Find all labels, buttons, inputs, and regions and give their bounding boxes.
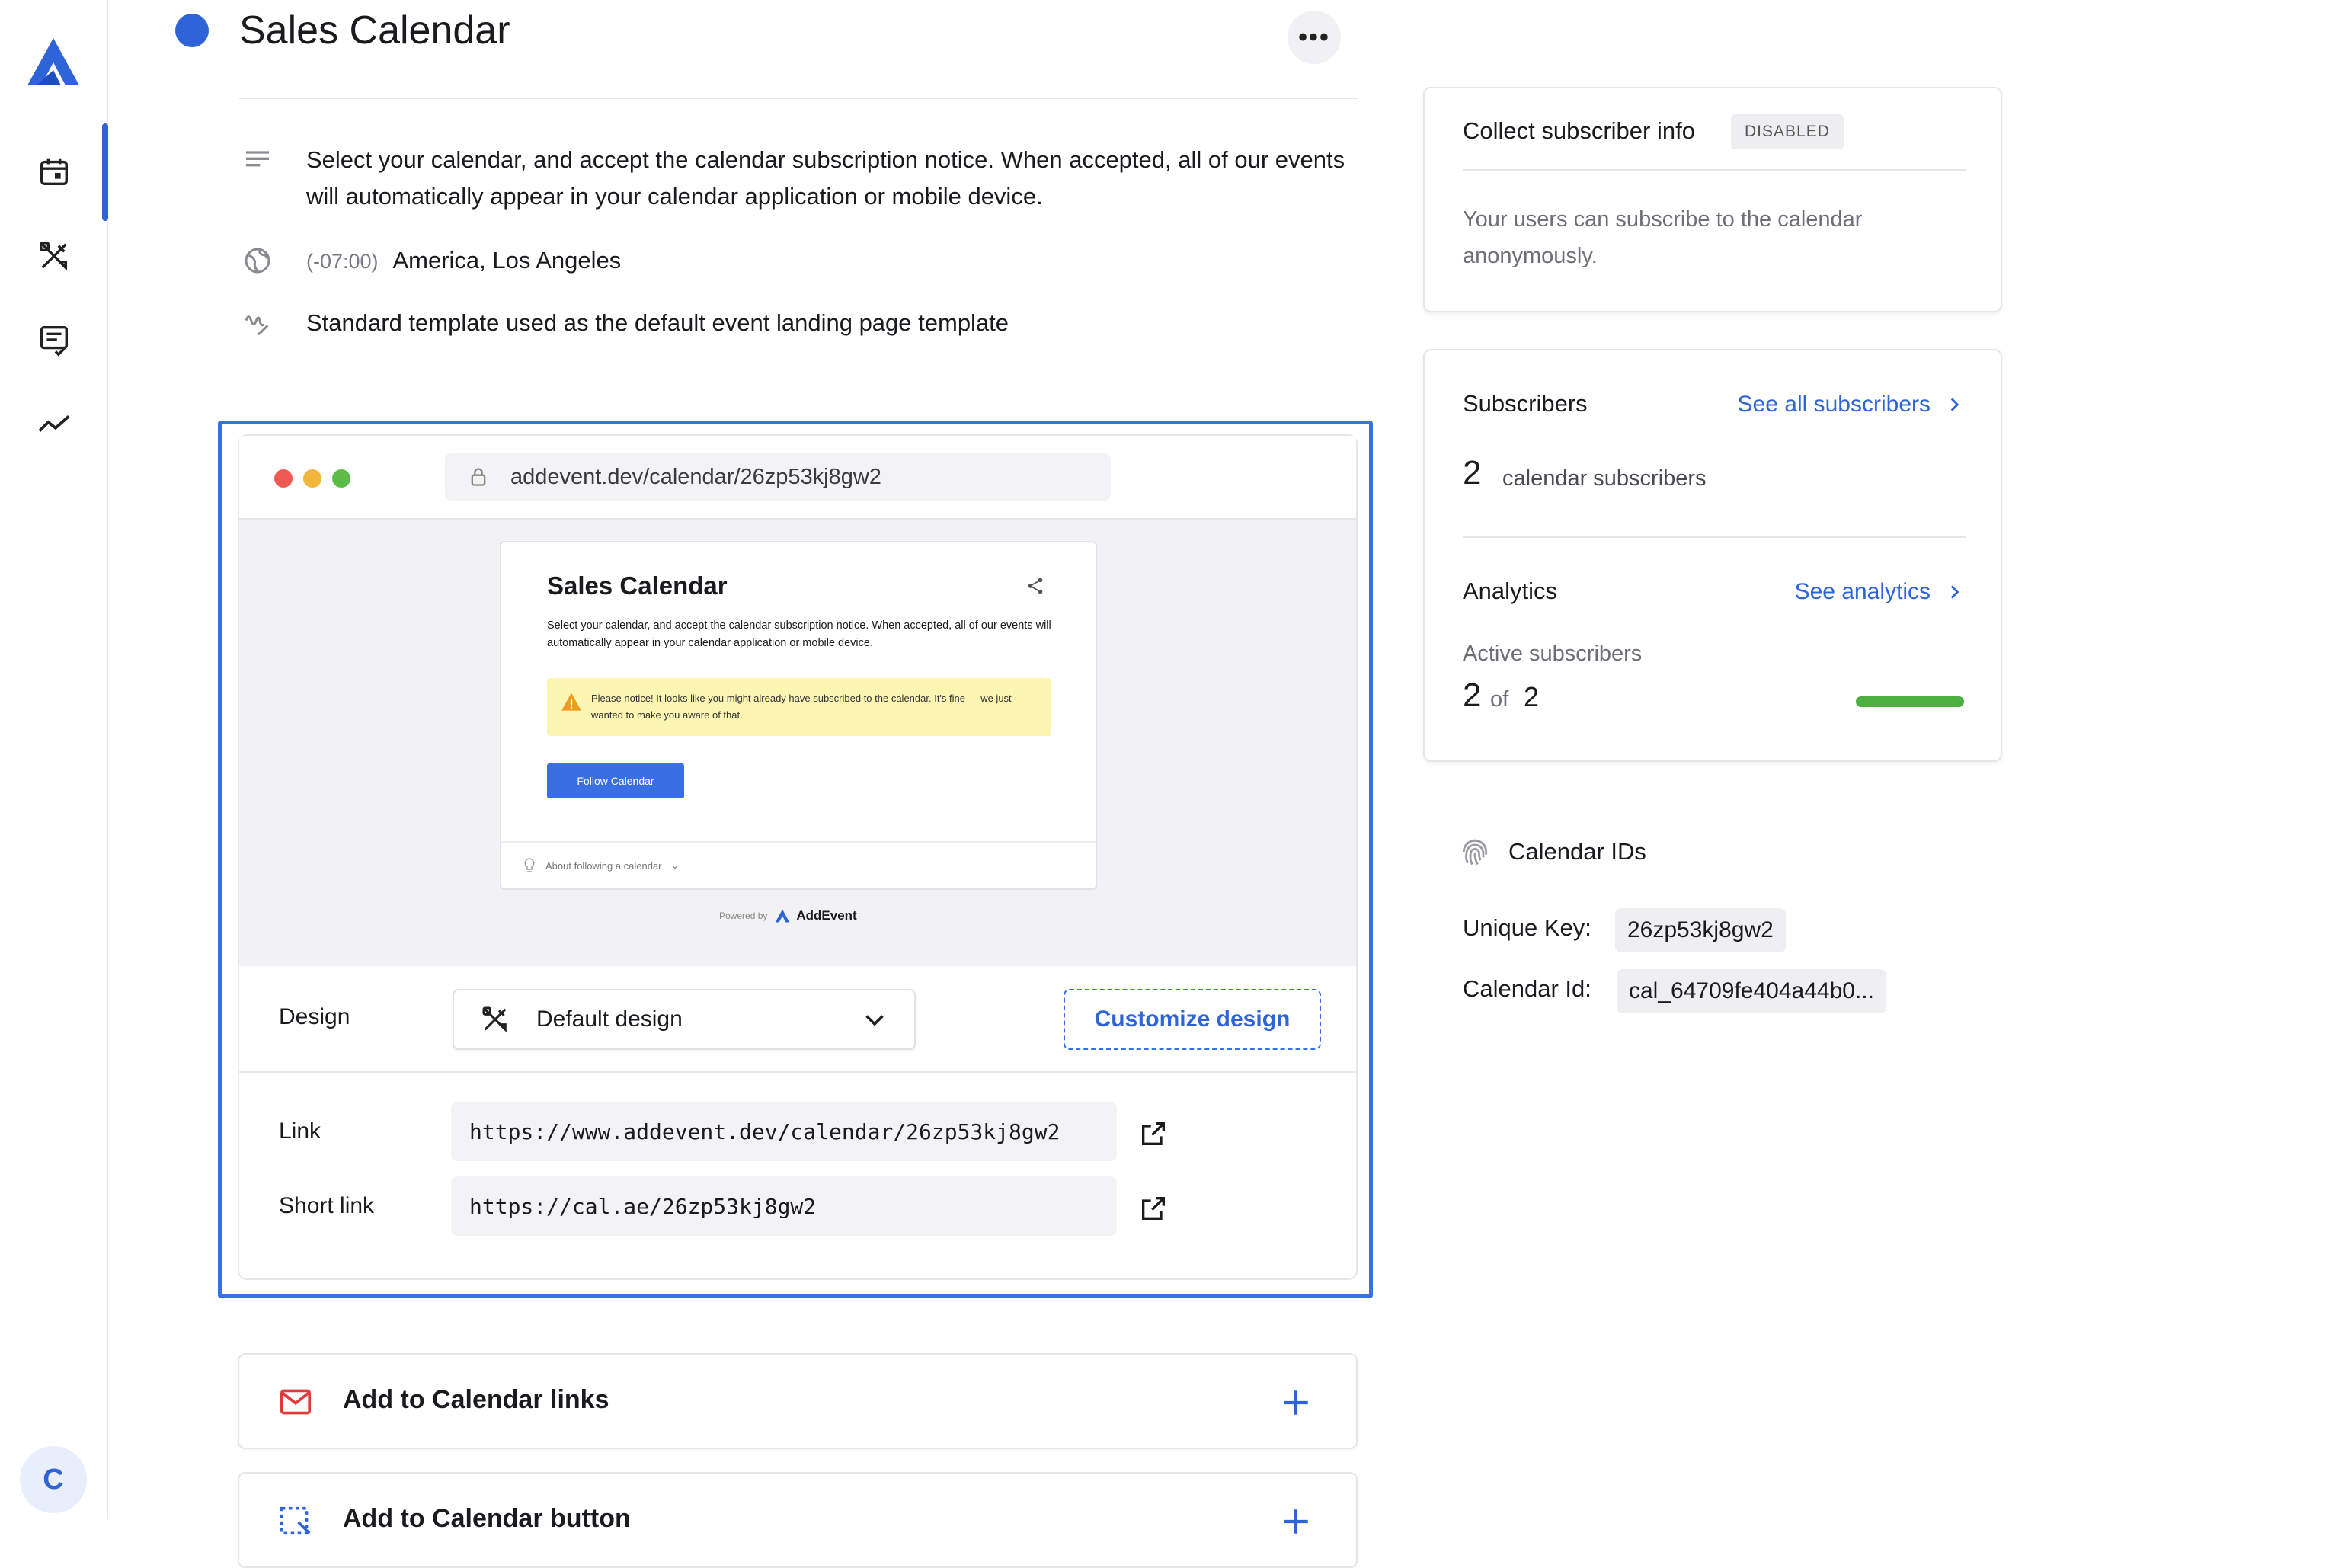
- design-label: Design: [279, 1004, 350, 1029]
- design-select-value: Default design: [536, 1006, 683, 1032]
- share-icon: [1025, 576, 1045, 596]
- chevron-right-icon: [1944, 395, 1964, 414]
- subscribers-title: Subscribers: [1463, 390, 1588, 417]
- calendar-icon: [37, 155, 72, 190]
- total-subscriber-count: 2: [1524, 681, 1540, 712]
- collect-subscriber-info-card: [1423, 87, 2002, 312]
- design-tools-icon: [480, 1004, 510, 1035]
- calendar-description: Select your calendar, and accept the calendar subscription notice. When accepted, all of our events will automatically appear in your calendar application or mobile device.: [306, 146, 1345, 210]
- add-to-calendar-links-section[interactable]: [238, 1353, 1358, 1449]
- analytics-icon: [37, 406, 72, 441]
- active-of-label: of: [1490, 687, 1509, 712]
- card-divider: [1463, 536, 1966, 538]
- powered-by-brand: [775, 908, 856, 923]
- timezone-name: America, Los Angeles: [392, 247, 622, 274]
- preview-notice-text: Please notice! It looks like you might already have subscribed to the calendar. It's fine — we just wanted to make you aware of that.: [591, 693, 1012, 721]
- addevent-mini-logo: [775, 909, 790, 923]
- analytics-title: Analytics: [1463, 578, 1558, 604]
- sidebar-item-design[interactable]: [0, 218, 108, 294]
- see-analytics-label: See analytics: [1794, 579, 1931, 604]
- subscriber-count-label: calendar subscribers: [1502, 466, 1707, 491]
- customize-design-button[interactable]: Customize design: [1064, 989, 1321, 1050]
- collect-subscriber-info-title: Collect subscriber info: [1463, 117, 1695, 144]
- design-select[interactable]: [453, 989, 916, 1050]
- open-link-icon[interactable]: [1138, 1118, 1169, 1149]
- see-all-subscribers-label: See all subscribers: [1737, 392, 1931, 417]
- see-analytics-link[interactable]: [1795, 579, 1964, 605]
- warning-icon: [561, 692, 582, 712]
- sidebar-item-calendar[interactable]: [0, 134, 108, 210]
- close-dot: [274, 469, 293, 488]
- timezone-row: [239, 242, 621, 280]
- template-text: Standard template used as the default event landing page template: [306, 309, 1009, 336]
- preview-canvas: [239, 520, 1356, 966]
- add-to-calendar-button-section[interactable]: [238, 1472, 1358, 1568]
- sidebar-item-analytics[interactable]: [0, 386, 108, 462]
- avatar[interactable]: C: [20, 1446, 87, 1513]
- collect-subscriber-info-text: Your users can subscribe to the calendar anonymously.: [1463, 207, 1863, 268]
- add-to-calendar-button-label: Add to Calendar button: [343, 1504, 631, 1533]
- chevron-down-icon: [861, 1006, 888, 1033]
- addevent-logo[interactable]: [26, 37, 81, 87]
- signature-icon: [239, 305, 276, 341]
- active-subscribers-progress-fill: [1856, 696, 1964, 707]
- status-indicator: [175, 14, 209, 47]
- subscriber-count: 2: [1463, 454, 1482, 491]
- plus-icon[interactable]: [1280, 1506, 1312, 1538]
- landing-page-preview: [238, 434, 1358, 1280]
- see-all-subscribers-link[interactable]: [1738, 392, 1964, 418]
- preview-url-bar: [445, 453, 1111, 501]
- description-row: [239, 142, 1358, 215]
- short-link-field[interactable]: https://cal.ae/26zp53kj8gw2: [451, 1176, 1117, 1236]
- more-icon: •••: [1298, 22, 1330, 52]
- sidebar-item-events[interactable]: [0, 302, 108, 378]
- preview-notice: [547, 678, 1051, 736]
- lightbulb-icon: [523, 858, 536, 873]
- browser-bar: [239, 436, 1356, 520]
- preview-card-title: Sales Calendar: [547, 571, 728, 600]
- preview-card-description: Select your calendar, and accept the calendar subscription notice. When accepted, all of our events will automatically appear in your calendar application or mobile device.: [547, 619, 1051, 649]
- powered-by-label: Powered by: [719, 910, 768, 921]
- page-title: Sales Calendar: [239, 8, 510, 53]
- active-subscriber-count: 2: [1463, 677, 1482, 714]
- subscribers-analytics-card: [1423, 349, 2002, 762]
- active-subscribers-progress: [1856, 696, 1964, 707]
- design-row: [239, 966, 1356, 1073]
- timezone-offset: (-07:00): [306, 250, 379, 273]
- preview-card-divider: [501, 841, 1096, 843]
- preview-calendar-card: [500, 541, 1097, 890]
- preview-about-text: About following a calendar: [545, 859, 662, 872]
- maximize-dot: [332, 469, 350, 488]
- mail-icon: [279, 1387, 312, 1417]
- short-link-label: Short link: [279, 1193, 375, 1218]
- sidebar: [0, 0, 108, 1518]
- active-subscribers-label: Active subscribers: [1463, 642, 1643, 666]
- preview-follow-button: Follow Calendar: [547, 763, 684, 798]
- powered-by: [719, 908, 857, 923]
- timezone-text: [306, 242, 621, 280]
- minimize-dot: [303, 469, 321, 488]
- unique-key-value[interactable]: 26zp53kj8gw2: [1615, 908, 1786, 952]
- design-tools-icon: [37, 238, 72, 274]
- preview-about: [523, 858, 679, 873]
- header-divider: [239, 98, 1358, 99]
- template-row: [239, 305, 1009, 341]
- link-field[interactable]: https://www.addevent.dev/calendar/26zp53kj8gw2: [451, 1102, 1117, 1161]
- status-badge: DISABLED: [1731, 114, 1844, 149]
- text-lines-icon: [239, 142, 276, 178]
- globe-icon: [239, 242, 276, 279]
- chevron-right-icon: [1944, 582, 1964, 602]
- fingerprint-icon: [1458, 835, 1492, 869]
- link-label: Link: [279, 1118, 321, 1144]
- unique-key-label: Unique Key:: [1463, 914, 1591, 941]
- plus-icon[interactable]: [1280, 1387, 1312, 1419]
- more-options-button[interactable]: [1288, 11, 1341, 64]
- open-short-link-icon[interactable]: [1138, 1193, 1169, 1224]
- chevron-down-icon: ⌄: [670, 859, 680, 871]
- lock-icon: [468, 466, 489, 488]
- calendar-id-label: Calendar Id:: [1463, 975, 1591, 1002]
- card-divider: [1463, 169, 1966, 171]
- calendar-ids-title: Calendar IDs: [1508, 838, 1646, 865]
- checklist-icon: [37, 322, 72, 357]
- button-select-icon: [279, 1506, 312, 1536]
- add-to-calendar-links-label: Add to Calendar links: [343, 1385, 609, 1414]
- powered-by-brand-name: AddEvent: [796, 908, 857, 923]
- preview-url: addevent.dev/calendar/26zp53kj8gw2: [510, 464, 881, 489]
- calendar-id-value[interactable]: cal_64709fe404a44b0...: [1617, 969, 1886, 1013]
